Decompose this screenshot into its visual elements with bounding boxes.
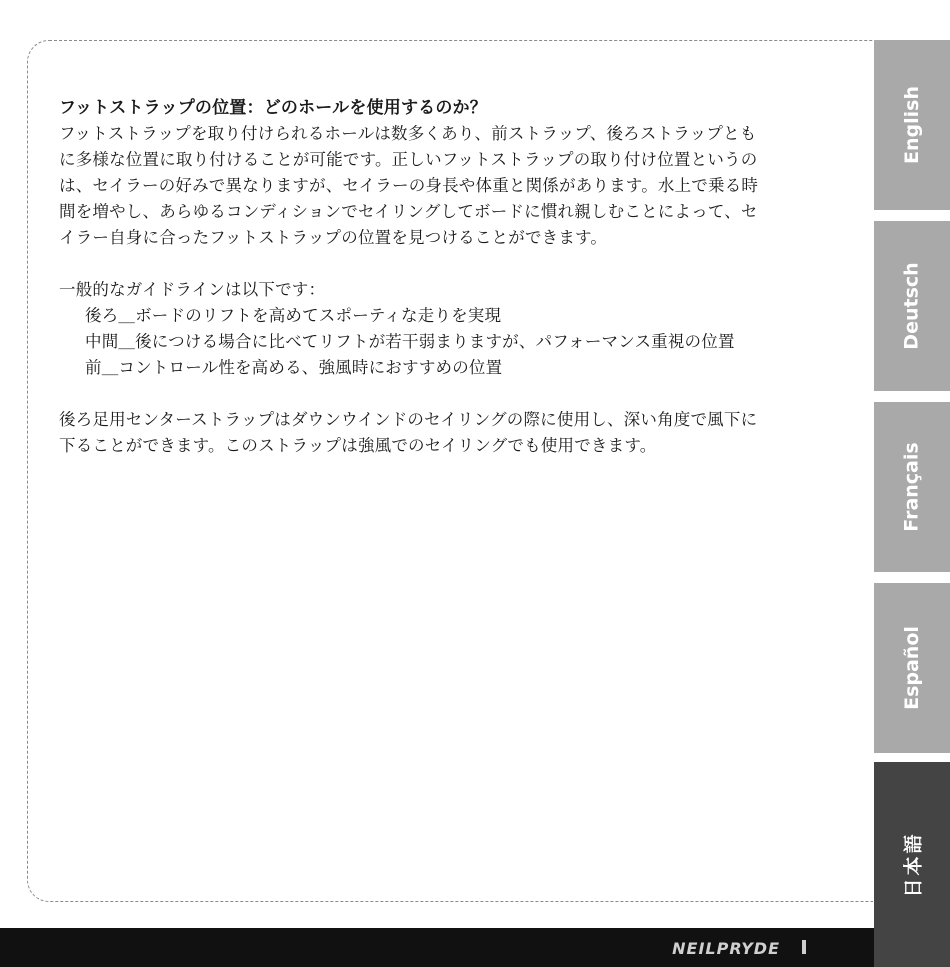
tab-espanol[interactable] (874, 583, 950, 753)
page-marker (802, 940, 806, 954)
guideline-back: 後ろ＿ボードのリフトを高めてスポーティな走りを実現 (85, 306, 502, 325)
tab-label: English (901, 86, 923, 164)
center-strap-line: 下ることができます。このストラップは強風でのセイリングでも使用できます。 (59, 436, 657, 455)
section-heading: フットストラップの位置：どのホールを使用するのか？ (59, 98, 487, 118)
center-strap-line: 後ろ足用センターストラップはダウンウインドのセイリングの際に使用し、深い角度で風下に (59, 410, 758, 429)
intro-line: 間を増やし、あらゆるコンディションでセイリングしてボードに慣れ親しむことによって、セ (59, 202, 758, 221)
intro-line: フットストラップを取り付けられるホールは数多くあり、前ストラップ、後ろストラップとも (59, 124, 757, 143)
guideline-middle: 中間＿後につける場合に比べてリフトが若干弱まりますが、パフォーマンス重視の位置 (85, 332, 735, 351)
guideline-front: 前＿コントロール性を高める、強風時におすすめの位置 (85, 358, 503, 377)
language-tabs (874, 40, 950, 967)
paragraph-gap (59, 251, 849, 277)
guidelines-title: 一般的なガイドラインは以下です： (59, 280, 326, 299)
tab-francais[interactable] (874, 402, 950, 572)
tab-label: Español (901, 626, 923, 710)
tab-label: Deutsch (901, 262, 923, 350)
tab-label: Français (901, 442, 924, 532)
intro-line: イラー自身に合ったフットストラップの位置を見つけることができます。 (59, 228, 608, 247)
paragraph-gap (59, 381, 849, 407)
brand-logo: NEILPRYDE (672, 939, 780, 958)
intro-line: は、セイラーの好みで異なりますが、セイラーの身長や体重と関係があります。水上で乗る時 (59, 176, 759, 195)
tab-japanese[interactable] (874, 762, 950, 967)
tab-english[interactable] (874, 40, 950, 210)
document-body (59, 95, 849, 459)
tab-label: 日本語 (902, 831, 925, 898)
intro-line: に多様な位置に取り付けることが可能です。正しいフットストラップの取り付け位置というの (59, 150, 758, 169)
tab-deutsch[interactable] (874, 221, 950, 391)
footer-bar (0, 928, 874, 967)
